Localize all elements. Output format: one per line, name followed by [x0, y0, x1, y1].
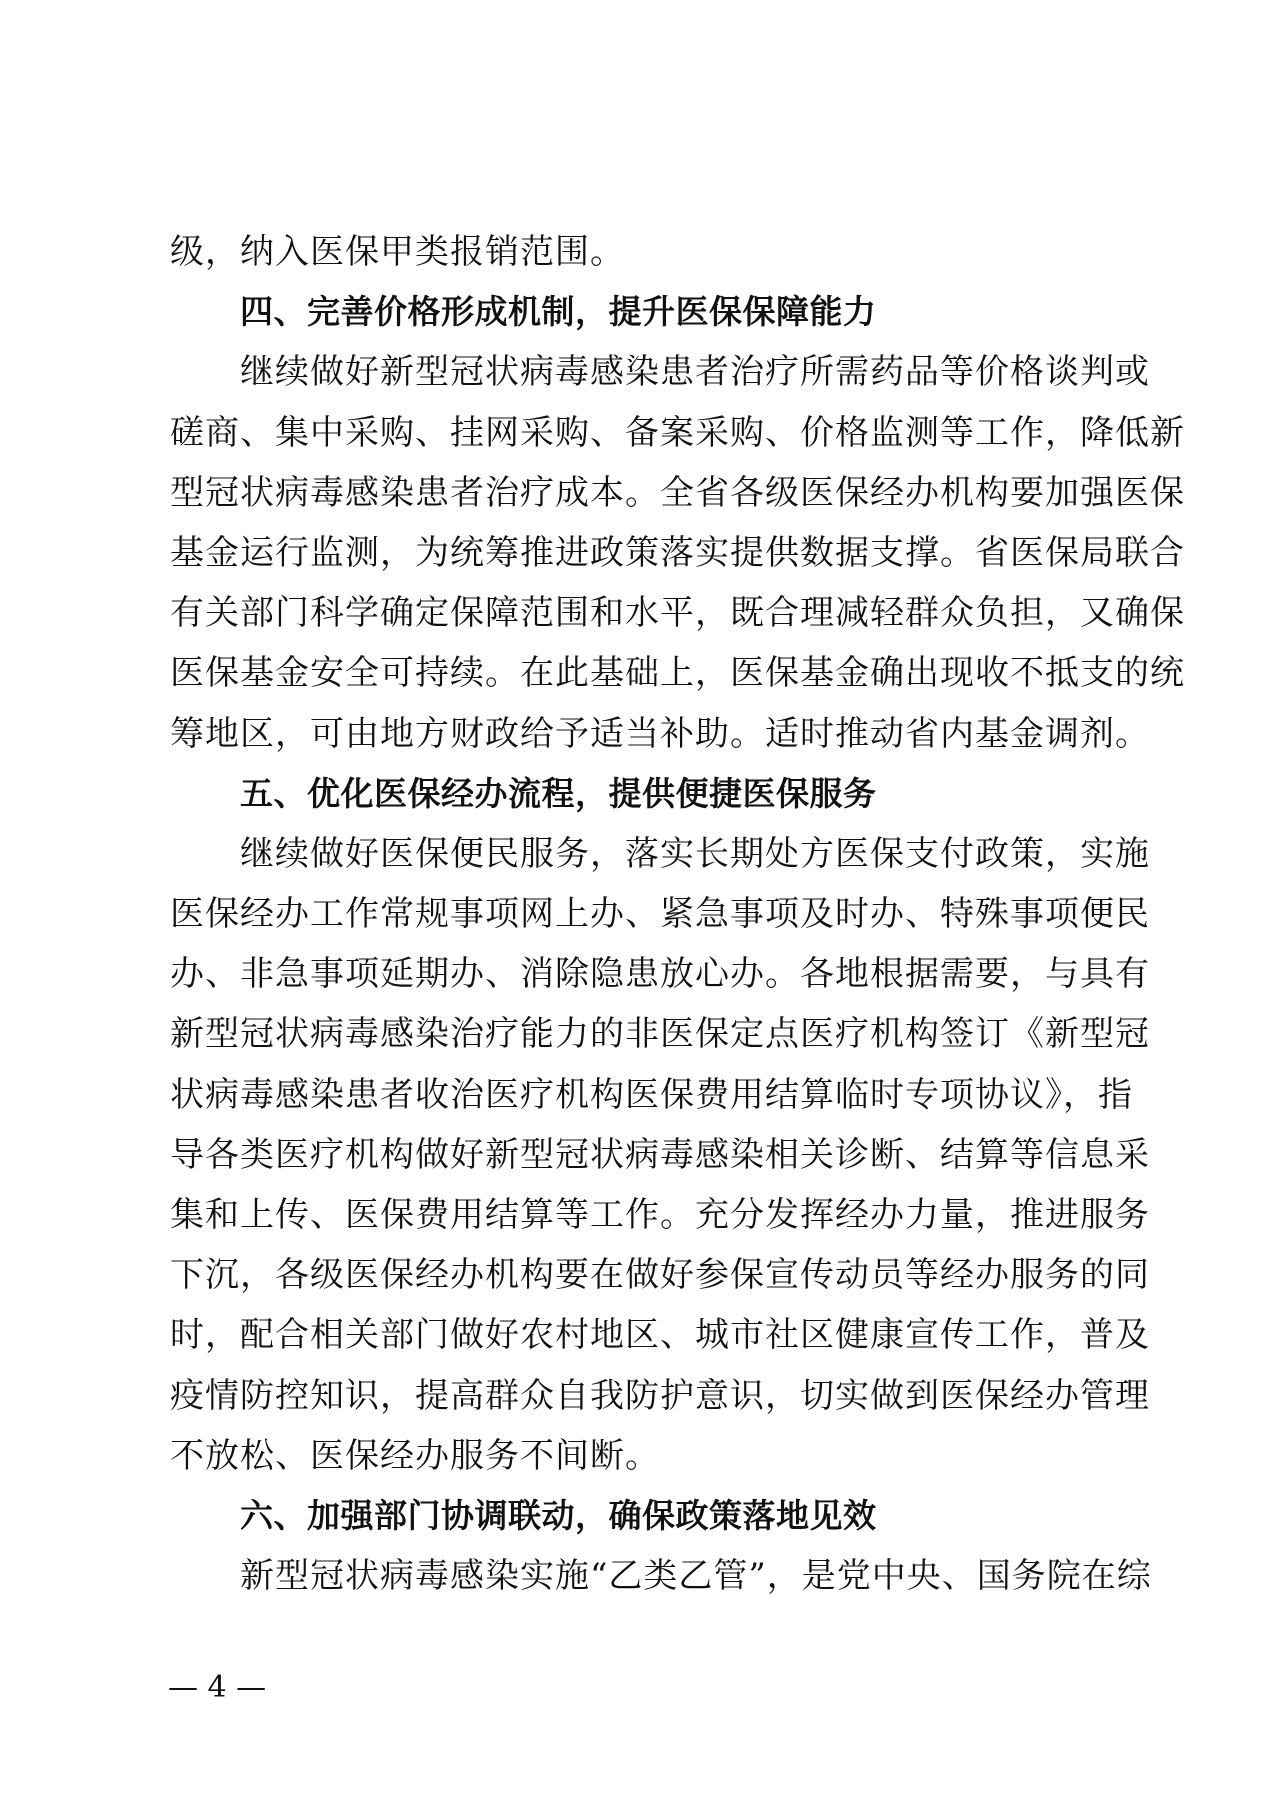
section-heading: 四、完善价格形成机制，提升医保保障能力: [240, 292, 877, 332]
text-line: 状病毒感染患者收治医疗机构医保费用结算临时专项协议》，指: [170, 1074, 1133, 1115]
text-line: 有关部门科学确定保障范围和水平，既合理减轻群众负担，又确保: [170, 593, 1185, 634]
text-line: 下沉，各级医保经办机构要在做好参保宣传动员等经办服务的同: [170, 1255, 1150, 1296]
text-line: 型冠状病毒感染患者治疗成本。全省各级医保经办机构要加强医保: [170, 472, 1185, 513]
text-line: 不放松、医保经办服务不间断。: [170, 1435, 660, 1476]
text-line: 医保基金安全可持续。在此基础上，医保基金确出现收不抵支的统: [170, 653, 1185, 694]
text-line: 级，纳入医保甲类报销范围。: [170, 232, 625, 272]
text-line: 医保经办工作常规事项网上办、紧急事项及时办、特殊事项便民: [170, 894, 1150, 935]
section-heading: 五、优化医保经办流程，提供便捷医保服务: [240, 773, 877, 813]
text-line: 疫情防控知识，提高群众自我防护意识，切实做到医保经办管理: [170, 1375, 1150, 1416]
text-line: 继续做好医保便民服务，落实长期处方医保支付政策，实施: [240, 833, 1150, 874]
text-line: 继续做好新型冠状病毒感染患者治疗所需药品等价格谈判或: [240, 352, 1150, 393]
text-line: 磋商、集中采购、挂网采购、备案采购、价格监测等工作，降低新: [170, 412, 1185, 453]
document-body: [170, 222, 1185, 1606]
text-line: 基金运行监测，为统筹推进政策落实提供数据支撑。省医保局联合: [170, 532, 1185, 573]
text-line: 集和上传、医保费用结算等工作。充分发挥经办力量，推进服务: [170, 1195, 1150, 1235]
text-line: 办、非急事项延期办、消除隐患放心办。各地根据需要，与具有: [170, 954, 1150, 995]
text-line: 时，配合相关部门做好农村地区、城市社区健康宣传工作，普及: [170, 1315, 1150, 1356]
text-line: 筹地区，可由地方财政给予适当补助。适时推动省内基金调剂。: [170, 713, 1150, 754]
text-line: 导各类医疗机构做好新型冠状病毒感染相关诊断、结算等信息采: [170, 1134, 1150, 1175]
text-line: 新型冠状病毒感染实施“乙类乙管”，是党中央、国务院在综: [240, 1556, 1152, 1597]
section-heading: 六、加强部门协调联动，确保政策落地见效: [240, 1495, 877, 1535]
text-line: 新型冠状病毒感染治疗能力的非医保定点医疗机构签订《新型冠: [170, 1014, 1150, 1055]
page-number: — 4 —: [168, 1670, 267, 1705]
